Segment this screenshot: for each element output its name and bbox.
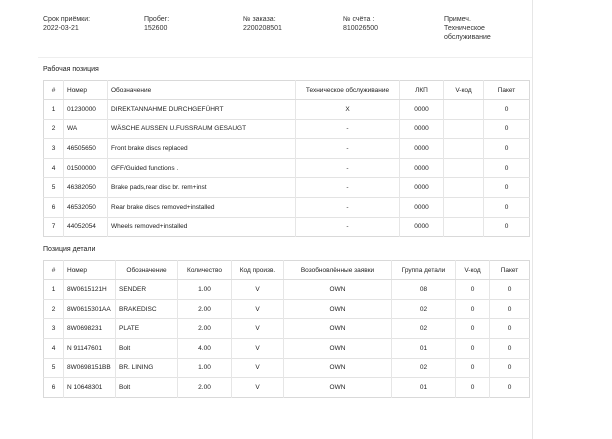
column-header: # bbox=[44, 81, 64, 100]
cell: V bbox=[232, 319, 284, 339]
cell: 0 bbox=[490, 378, 530, 398]
cell: 8W0615121H bbox=[64, 280, 116, 300]
cell: 01230000 bbox=[64, 100, 108, 120]
cell: BRAKEDISC bbox=[116, 299, 178, 319]
table-row bbox=[44, 217, 530, 237]
column-header: V-код bbox=[456, 261, 490, 280]
cell: 02 bbox=[392, 299, 456, 319]
cell: 2.00 bbox=[178, 378, 232, 398]
info-acceptance-date bbox=[43, 15, 133, 33]
cell: 6 bbox=[44, 197, 64, 217]
cell: 46505650 bbox=[64, 139, 108, 159]
column-header: V-код bbox=[444, 81, 484, 100]
parts-table bbox=[43, 260, 530, 398]
cell: 1.00 bbox=[178, 280, 232, 300]
cell bbox=[444, 100, 484, 120]
column-header: Обозначение bbox=[108, 81, 296, 100]
table-row bbox=[44, 100, 530, 120]
cell bbox=[444, 197, 484, 217]
table-row bbox=[44, 338, 530, 358]
cell: 0 bbox=[484, 100, 530, 120]
cell: 1 bbox=[44, 100, 64, 120]
table-row bbox=[44, 280, 530, 300]
info-value: 2200208501 bbox=[243, 25, 282, 32]
column-header: Группа детали bbox=[392, 261, 456, 280]
work-section-title: Рабочая позиция bbox=[43, 66, 99, 73]
order-document bbox=[38, 10, 532, 398]
cell: 6 bbox=[44, 378, 64, 398]
cell: 0000 bbox=[400, 119, 444, 139]
info-value: Техническое обслуживание bbox=[444, 25, 491, 41]
cell: 4.00 bbox=[178, 338, 232, 358]
cell: Bolt bbox=[116, 378, 178, 398]
cell: 0 bbox=[484, 139, 530, 159]
cell: 0000 bbox=[400, 197, 444, 217]
cell: Wheels removed+installed bbox=[108, 217, 296, 237]
cell: OWN bbox=[284, 319, 392, 339]
cell: Bolt bbox=[116, 338, 178, 358]
cell: 0000 bbox=[400, 139, 444, 159]
cell: 0 bbox=[484, 119, 530, 139]
table-row bbox=[44, 178, 530, 198]
cell: 0 bbox=[490, 358, 530, 378]
table-row bbox=[44, 158, 530, 178]
column-header: Пакет bbox=[490, 261, 530, 280]
table-row bbox=[44, 299, 530, 319]
cell bbox=[444, 178, 484, 198]
cell: V bbox=[232, 280, 284, 300]
cell: 01500000 bbox=[64, 158, 108, 178]
cell: 4 bbox=[44, 158, 64, 178]
cell: V bbox=[232, 358, 284, 378]
cell: 0 bbox=[490, 280, 530, 300]
cell: 0 bbox=[456, 358, 490, 378]
cell: SENDER bbox=[116, 280, 178, 300]
cell: - bbox=[296, 158, 400, 178]
cell bbox=[444, 119, 484, 139]
work-table bbox=[43, 80, 530, 237]
cell: 7 bbox=[44, 217, 64, 237]
cell: PLATE bbox=[116, 319, 178, 339]
cell: 2 bbox=[44, 299, 64, 319]
cell: 0000 bbox=[400, 100, 444, 120]
cell: - bbox=[296, 217, 400, 237]
cell: 0 bbox=[456, 378, 490, 398]
cell: 5 bbox=[44, 358, 64, 378]
info-label: Пробег: bbox=[144, 16, 170, 23]
column-header: Техническое обслуживание bbox=[296, 81, 400, 100]
cell: 0000 bbox=[400, 178, 444, 198]
cell: 1 bbox=[44, 280, 64, 300]
cell: 2.00 bbox=[178, 299, 232, 319]
column-header: Номер bbox=[64, 261, 116, 280]
column-header: Возобновлённые заявки bbox=[284, 261, 392, 280]
cell: V bbox=[232, 338, 284, 358]
cell: 4 bbox=[44, 338, 64, 358]
table-row bbox=[44, 197, 530, 217]
cell: 0 bbox=[484, 158, 530, 178]
cell: Brake pads,rear disc br. rem+inst bbox=[108, 178, 296, 198]
cell: X bbox=[296, 100, 400, 120]
cell: OWN bbox=[284, 378, 392, 398]
cell: - bbox=[296, 119, 400, 139]
cell: N 10648301 bbox=[64, 378, 116, 398]
info-label: Срок приёмки: bbox=[43, 16, 91, 23]
cell: 01 bbox=[392, 338, 456, 358]
cell bbox=[444, 158, 484, 178]
cell: DIREKTANNAHME DURCHGEFÜHRT bbox=[108, 100, 296, 120]
cell: WA bbox=[64, 119, 108, 139]
cell: 0 bbox=[490, 299, 530, 319]
column-header: Номер bbox=[64, 81, 108, 100]
cell: OWN bbox=[284, 338, 392, 358]
cell: OWN bbox=[284, 299, 392, 319]
cell: 0 bbox=[456, 319, 490, 339]
cell: 02 bbox=[392, 319, 456, 339]
cell: 0 bbox=[484, 217, 530, 237]
table-row bbox=[44, 139, 530, 159]
cell: N 91147601 bbox=[64, 338, 116, 358]
info-order-number bbox=[243, 15, 333, 33]
cell: Front brake discs replaced bbox=[108, 139, 296, 159]
column-header: # bbox=[44, 261, 64, 280]
cell: 8W0698151BB bbox=[64, 358, 116, 378]
cell: - bbox=[296, 197, 400, 217]
cell: 0 bbox=[456, 338, 490, 358]
cell: OWN bbox=[284, 280, 392, 300]
cell: 0000 bbox=[400, 158, 444, 178]
cell: V bbox=[232, 378, 284, 398]
cell: 1.00 bbox=[178, 358, 232, 378]
table-row bbox=[44, 358, 530, 378]
cell: 01 bbox=[392, 378, 456, 398]
order-info bbox=[38, 10, 532, 58]
table-header-row bbox=[44, 81, 530, 100]
cell: 08 bbox=[392, 280, 456, 300]
cell: 0 bbox=[484, 178, 530, 198]
cell: 2.00 bbox=[178, 319, 232, 339]
cell: 3 bbox=[44, 139, 64, 159]
cell: - bbox=[296, 139, 400, 159]
info-label: № счёта : bbox=[343, 16, 375, 23]
cell: 0 bbox=[456, 299, 490, 319]
cell: 0 bbox=[490, 338, 530, 358]
cell: GFF/Guided functions . bbox=[108, 158, 296, 178]
info-label: Примеч. bbox=[444, 16, 471, 23]
column-header: Количество bbox=[178, 261, 232, 280]
table-row bbox=[44, 119, 530, 139]
cell: 8W0698231 bbox=[64, 319, 116, 339]
table-row bbox=[44, 378, 530, 398]
cell: 0 bbox=[456, 280, 490, 300]
cell: Rear brake discs removed+installed bbox=[108, 197, 296, 217]
cell: 5 bbox=[44, 178, 64, 198]
cell: V bbox=[232, 299, 284, 319]
cell: OWN bbox=[284, 358, 392, 378]
info-value: 810026500 bbox=[343, 25, 379, 32]
cell bbox=[444, 139, 484, 159]
info-invoice-number bbox=[343, 15, 433, 33]
info-value: 2022-03-21 bbox=[43, 25, 79, 32]
cell: 2 bbox=[44, 119, 64, 139]
cell: 0 bbox=[490, 319, 530, 339]
cell: 46382050 bbox=[64, 178, 108, 198]
cell: BR. LINING bbox=[116, 358, 178, 378]
cell: 02 bbox=[392, 358, 456, 378]
info-value: 152600 bbox=[144, 25, 168, 32]
info-note bbox=[444, 15, 506, 42]
table-header-row bbox=[44, 261, 530, 280]
cell: WÄSCHE AUSSEN U.FUSSRAUM GESAUGT bbox=[108, 119, 296, 139]
cell: 0000 bbox=[400, 217, 444, 237]
column-header: Пакет bbox=[484, 81, 530, 100]
cell bbox=[444, 217, 484, 237]
cell: 44052054 bbox=[64, 217, 108, 237]
info-label: № заказа: bbox=[243, 16, 276, 23]
parts-section-title: Позиция детали bbox=[43, 246, 96, 254]
cell: 3 bbox=[44, 319, 64, 339]
column-header: Обозначение bbox=[116, 261, 178, 280]
cell: 0 bbox=[484, 197, 530, 217]
table-row bbox=[44, 319, 530, 339]
info-mileage bbox=[144, 15, 234, 33]
column-header: ЛКП bbox=[400, 81, 444, 100]
right-side-panel bbox=[532, 0, 612, 439]
column-header: Код произв. bbox=[232, 261, 284, 280]
cell: 46532050 bbox=[64, 197, 108, 217]
cell: 8W0615301AA bbox=[64, 299, 116, 319]
cell: - bbox=[296, 178, 400, 198]
